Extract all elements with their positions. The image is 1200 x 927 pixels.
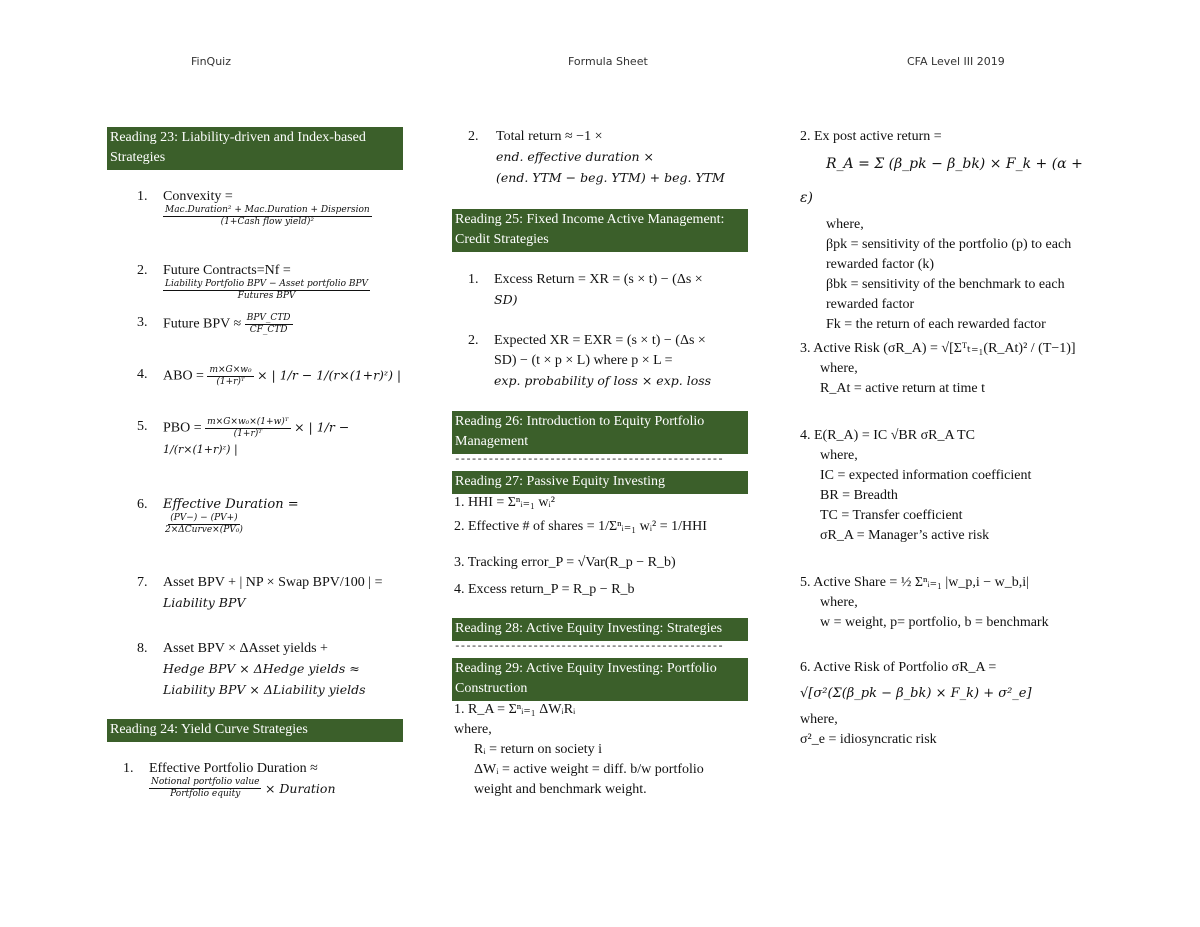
formula-active-risk-portfolio: 6. Active Risk of Portfolio σR_A = √[σ²(Σ(β_pk − β_bk) × F_k) + σ²_e] where, σ²_e = idiosyncratic risk bbox=[800, 660, 1032, 747]
column-left bbox=[107, 127, 403, 827]
formula-total-return: 2. Total return ≈ −1 × end. effective duration × (end. YTM − beg. YTM) + beg. YTM bbox=[468, 129, 725, 185]
formula-hhi: 1. HHI = Σⁿᵢ₌₁ wᵢ² bbox=[454, 495, 555, 510]
formula-effective-shares: 2. Effective # of shares = 1/Σⁿᵢ₌₁ wᵢ² = 1/HHI bbox=[454, 519, 707, 534]
header-right: CFA Level III 2019 bbox=[907, 55, 1005, 68]
formula-hedge: 8. Asset BPV × ΔAsset yields + Hedge BPV × ΔHedge yields ≈ Liability BPV × ΔLiability yields bbox=[137, 641, 366, 697]
reading-27-heading: Reading 27: Passive Equity Investing bbox=[452, 471, 748, 494]
reading-25-heading: Reading 25: Fixed Income Active Management: Credit Strategies bbox=[452, 209, 748, 252]
header-center: Formula Sheet bbox=[568, 55, 648, 68]
formula-expected-active-return: 4. E(R_A) = IC √BR σR_A TC where, IC = expected information coefficient BR = Breadth TC = Transfer coefficient σR_A = Manager’s active risk bbox=[800, 428, 1032, 543]
reading-29-heading: Reading 29: Active Equity Investing: Portfolio Construction bbox=[452, 658, 748, 701]
formula-asset-bpv: 7. Asset BPV + | NP × Swap BPV/100 | = Liability BPV bbox=[137, 575, 383, 610]
divider: ------------------------------------------------ bbox=[454, 454, 723, 466]
reading-23-heading: Reading 23: Liability-driven and Index-based Strategies bbox=[107, 127, 403, 170]
formula-abo: 4. ABO = $\frac{\text{m×G×w₀}}{\text{(1+r)ᵀ}}$ × | 1/r − 1/(r×(1+r)ᶻ) | bbox=[137, 365, 402, 387]
formula-future-contracts: 2. Future Contracts=Nf = $\frac{\text{Liability Portfolio BPV − Asset portfolio BPV}}{\text{Futures BPV}}$ bbox=[137, 263, 369, 301]
divider: ------------------------------------------------ bbox=[454, 641, 723, 653]
formula-active-return-weights: 1. R_A = Σⁿᵢ₌₁ ΔWᵢRᵢ where, Rᵢ = return on society i ΔWᵢ = active weight = diff. b/w portfolio weight and benchmark weight. bbox=[454, 702, 704, 797]
formula-excess-return: 1. Excess Return = XR = (s × t) − (Δs × SD) bbox=[468, 272, 703, 307]
formula-pbo: 5. PBO = $\frac{\text{m×G×w₀×(1+w)ᵀ}}{\text{(1+r)ᵀ}}$ × | 1/r − 1/(r×(1+r)ᶻ) | bbox=[137, 417, 350, 456]
formula-effective-portfolio-duration: 1. Effective Portfolio Duration ≈ $\frac{\text{Notional portfolio value}}{\text{Portfolio equity}}$ × Duration bbox=[123, 761, 336, 800]
formula-future-bpv: 3. Future BPV ≈ $\frac{\text{BPV\_CTD}}{\text{CF\_CTD}}$ bbox=[137, 313, 291, 335]
reading-28-heading: Reading 28: Active Equity Investing: Strategies bbox=[452, 618, 748, 641]
formula-tracking-error: 3. Tracking error_P = √Var(R_p − R_b) bbox=[454, 555, 676, 570]
formula-ex-post-active-return: 2. Ex post active return = R_A = Σ (β_pk − β_bk) × F_k + (α + ε) where, βpk = sensitivity of the portfolio (p) to each rewarded factor (k) βbk = sensitivity of the benchmark to each rewarded factor Fk = the return of each rewarded factor bbox=[800, 129, 1083, 332]
formula-active-share: 5. Active Share = ½ Σⁿᵢ₌₁ |w_p,i − w_b,i| where, w = weight, p= portfolio, b = benchmark bbox=[800, 575, 1049, 630]
reading-26-heading: Reading 26: Introduction to Equity Portfolio Management bbox=[452, 411, 748, 454]
formula-expected-excess-return: 2. Expected XR = EXR = (s × t) − (Δs × SD) − (t × p × L) where p × L = exp. probability of loss × exp. loss bbox=[468, 333, 712, 388]
column-right bbox=[800, 127, 1100, 827]
reading-24-heading: Reading 24: Yield Curve Strategies bbox=[107, 719, 403, 742]
formula-excess-return-passive: 4. Excess return_P = R_p − R_b bbox=[454, 582, 635, 597]
formula-active-risk: 3. Active Risk (σR_A) = √[Σᵀₜ₌₁(R_At)² / (T−1)] where, R_At = active return at time t bbox=[800, 341, 1076, 396]
column-middle bbox=[452, 127, 752, 827]
formula-convexity: 1. Convexity = $\frac{\text{Mac.Duration² + Mac.Duration + Dispersion}}{\text{(1+Cash flow yield)²}}$ bbox=[137, 189, 370, 227]
header-left: FinQuiz bbox=[191, 55, 232, 68]
formula-effective-duration: 6. Effective Duration = $\frac{(PV-) - (PV+)}{\text{2×ΔCurve×(PV₀)}}$ bbox=[137, 497, 299, 535]
